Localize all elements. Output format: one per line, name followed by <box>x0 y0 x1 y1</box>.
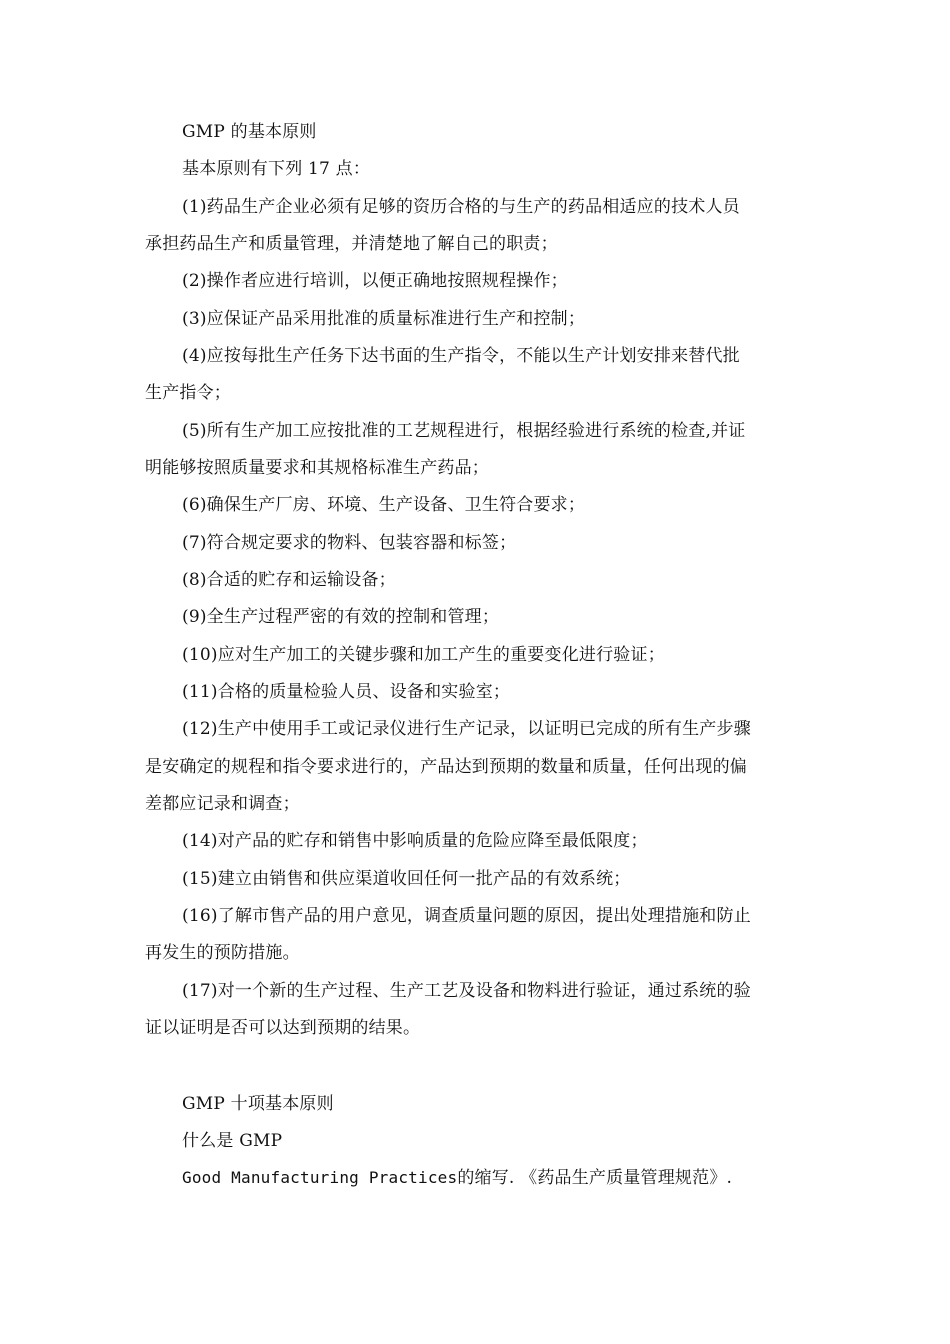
principle-9: (9)全生产过程严密的有效的控制和管理； <box>182 607 500 627</box>
principle-1-line-1: (1)药品生产企业必须有足够的资历合格的与生产的药品相适应的技术人员 <box>182 197 740 217</box>
section2-question: 什么是 GMP <box>182 1131 283 1151</box>
section-title: GMP 的基本原则 <box>182 122 317 142</box>
principle-16-line-1: (16)了解市售产品的用户意见，调查质量问题的原因，提出处理措施和防止 <box>182 906 751 926</box>
principle-15: (15)建立由销售和供应渠道收回任何一批产品的有效系统； <box>182 869 631 889</box>
principle-10: (10)应对生产加工的关键步骤和加工产生的重要变化进行验证； <box>182 645 665 665</box>
principle-14: (14)对产品的贮存和销售中影响质量的危险应降至最低限度； <box>182 831 648 851</box>
principle-3: (3)应保证产品采用批准的质量标准进行生产和控制； <box>182 309 586 329</box>
principle-4-line-2: 生产指令； <box>145 383 231 403</box>
definition-chinese: 的缩写. 《药品生产质量管理规范》. <box>457 1168 733 1188</box>
principle-5-line-2: 明能够按照质量要求和其规格标准生产药品； <box>145 458 489 478</box>
principle-5-line-1: (5)所有生产加工应按批准的工艺规程进行，根据经验进行系统的检查,并证 <box>182 421 746 441</box>
principle-12-line-2: 是安确定的规程和指令要求进行的，产品达到预期的数量和质量，任何出现的偏 <box>145 757 747 777</box>
principle-17-line-2: 证以证明是否可以达到预期的结果。 <box>145 1018 421 1038</box>
principle-17-line-1: (17)对一个新的生产过程、生产工艺及设备和物料进行验证，通过系统的验 <box>182 981 751 1001</box>
principle-7: (7)符合规定要求的物料、包装容器和标签； <box>182 533 517 553</box>
section2-definition <box>182 1168 732 1188</box>
section-intro: 基本原则有下列 17 点： <box>182 159 371 179</box>
principle-11: (11)合格的质量检验人员、设备和实验室； <box>182 682 511 702</box>
principle-8: (8)合适的贮存和运输设备； <box>182 570 396 590</box>
principle-12-line-3: 差都应记录和调查； <box>145 794 300 814</box>
definition-english: Good Manufacturing Practices <box>182 1168 458 1187</box>
section2-title: GMP 十项基本原则 <box>182 1094 334 1114</box>
principle-16-line-2: 再发生的预防措施。 <box>145 943 300 963</box>
principle-12-line-1: (12)生产中使用手工或记录仪进行生产记录，以证明已完成的所有生产步骤 <box>182 719 751 739</box>
principle-4-line-1: (4)应按每批生产任务下达书面的生产指令，不能以生产计划安排来替代批 <box>182 346 740 366</box>
principle-6: (6)确保生产厂房、环境、生产设备、卫生符合要求； <box>182 495 586 515</box>
principle-1-line-2: 承担药品生产和质量管理，并清楚地了解自己的职责； <box>145 234 558 254</box>
principle-2: (2)操作者应进行培训，以便正确地按照规程操作； <box>182 271 568 291</box>
